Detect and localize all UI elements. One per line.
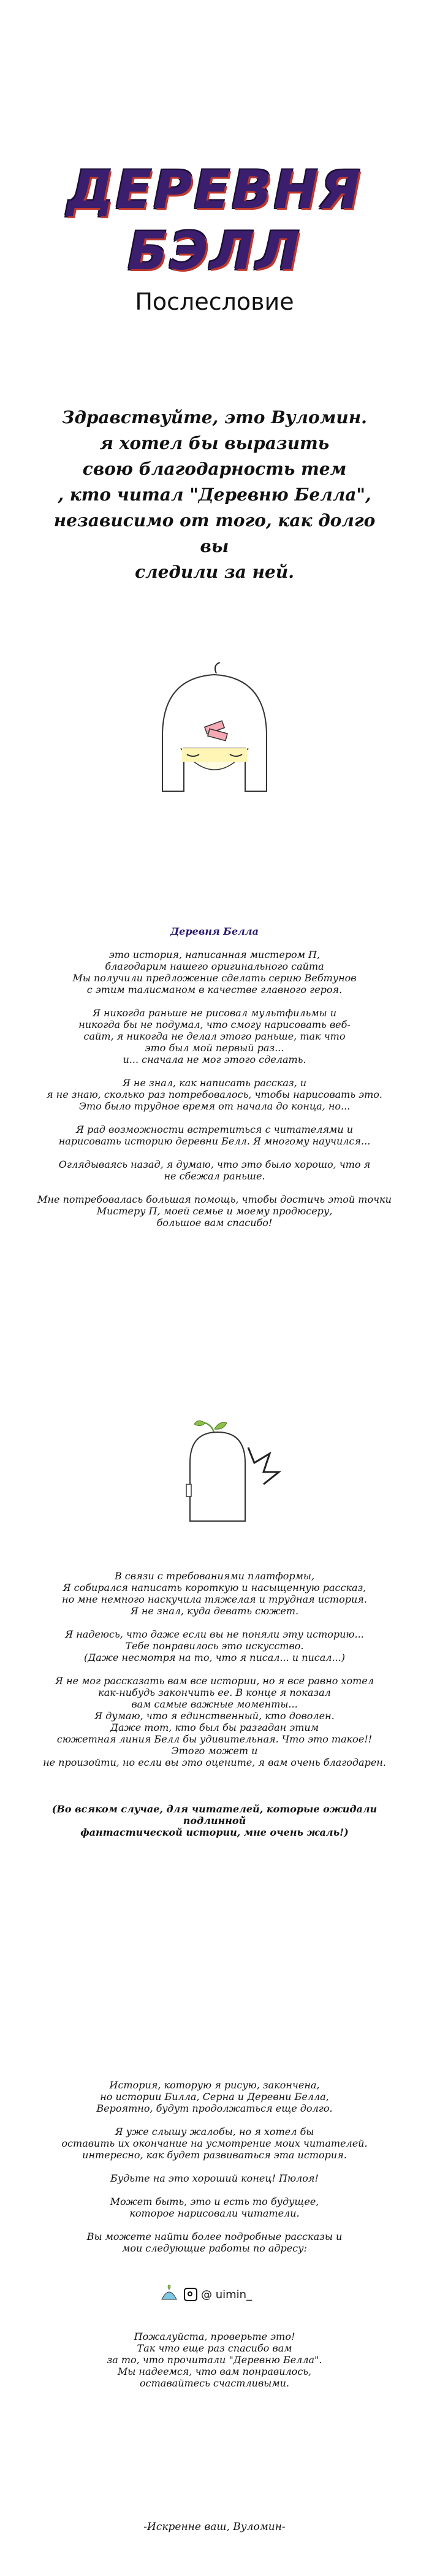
section-1-text: это история, написанная мистером П, благодарим нашего оригинального сайта Мы получили предложение сделать серию Вебтунов с этим талисманом в качестве главного героя. Я никогда раньше не рисовал мультфильмы и никогда бы не подумал, что смогу нарисовать веб- сайт, я никогда не делал этого раньше, так что это был мой первый раз... и... сначала не мог этого сделать. Я не знал, как написать рассказ, и я не знаю, сколько раз потребовалось, чтобы нарисовать это. Это было трудное время от начала до конца, но... Я рад возможности встретиться с читателями и нарисовать историю деревни Белл. Я многому научился... Оглядываясь назад, я думаю, что это было хорошо, что я не сбежал раньше. Мне потребовалась большая помощь, чтобы достичь этой точки Мистеру П, моей семье и моему продюсеру, большое вам спасибо! bbox=[37, 949, 392, 1229]
section-1 bbox=[37, 914, 392, 1240]
signature: -Искренне ваш, Вуломин- bbox=[143, 2521, 286, 2533]
page-title: ДЕРЕВНЯ БЭЛЛ bbox=[67, 159, 362, 282]
section-2: В связи с требованиями платформы, Я собирался написать короткую и насыщенную рассказ, но мне немного наскучила тяжелая и трудная история. Я не знал, куда девать сюжет. Я надеюсь, что даже если вы не поняли эту историю... Тебе понравилось это искусство. (Даже несмотря на то, что я писал... и писал...) Я не мог рассказать вам все истории, но я все равно хотел как-нибудь закончить ее. В конце я показал вам самые важные моменты... Я думаю, что я единственный, кто доволен. Даже тот, кто был бы разгадан этим сюжетная линия Белл бы удивительная. Что это такое!! Этого может и не произойти, но если вы это оцените, я вам очень благодарен. bbox=[43, 1570, 386, 1768]
instagram-handle[interactable] bbox=[184, 2288, 252, 2301]
closing-text: Пожалуйста, проверьте это! Так что еще раз спасибо вам за то, что прочитали "Деревню Белла". Мы надеемся, что вам понравилось, оставайтесь счастливыми. bbox=[107, 2331, 322, 2389]
girl-illustration bbox=[144, 662, 285, 816]
instagram-handle-text[interactable]: @ uimin_ bbox=[201, 2288, 252, 2301]
instagram-icon bbox=[184, 2288, 197, 2301]
page-subtitle: Послесловие bbox=[135, 288, 294, 315]
section-4: История, которую я рисую, закончена, но истории Билла, Серна и Деревни Белла, Вероятно, будут продолжаться еще долго. Я уже слышу жалобы, но я хотел бы оставить их окончание на усмотрение моих читателей. интересно, как будет развиваться эта история. Будьте на это хороший конец! Пюлоя! Может быть, это и есть то будущее, которое нарисовали читатели. Вы можете найти более подробные рассказы и мои следующие работы по адресу: bbox=[61, 2079, 368, 2254]
section-3: (Во всяком случае, для читателей, которые ожидали подлинной фантастической истории, мне очень жаль!) bbox=[51, 1803, 378, 1838]
intro-text: Здравствуйте, это Вуломин. я хотел бы выразить свою благодарность тем , кто читал "Деревню Белла", независимо от того, как долго вы следили за ней. bbox=[53, 407, 376, 582]
sprout-creature-illustration bbox=[165, 1411, 282, 1533]
instagram-profile-icon bbox=[161, 2285, 178, 2302]
section-1-heading: Деревня Белла bbox=[170, 926, 259, 937]
